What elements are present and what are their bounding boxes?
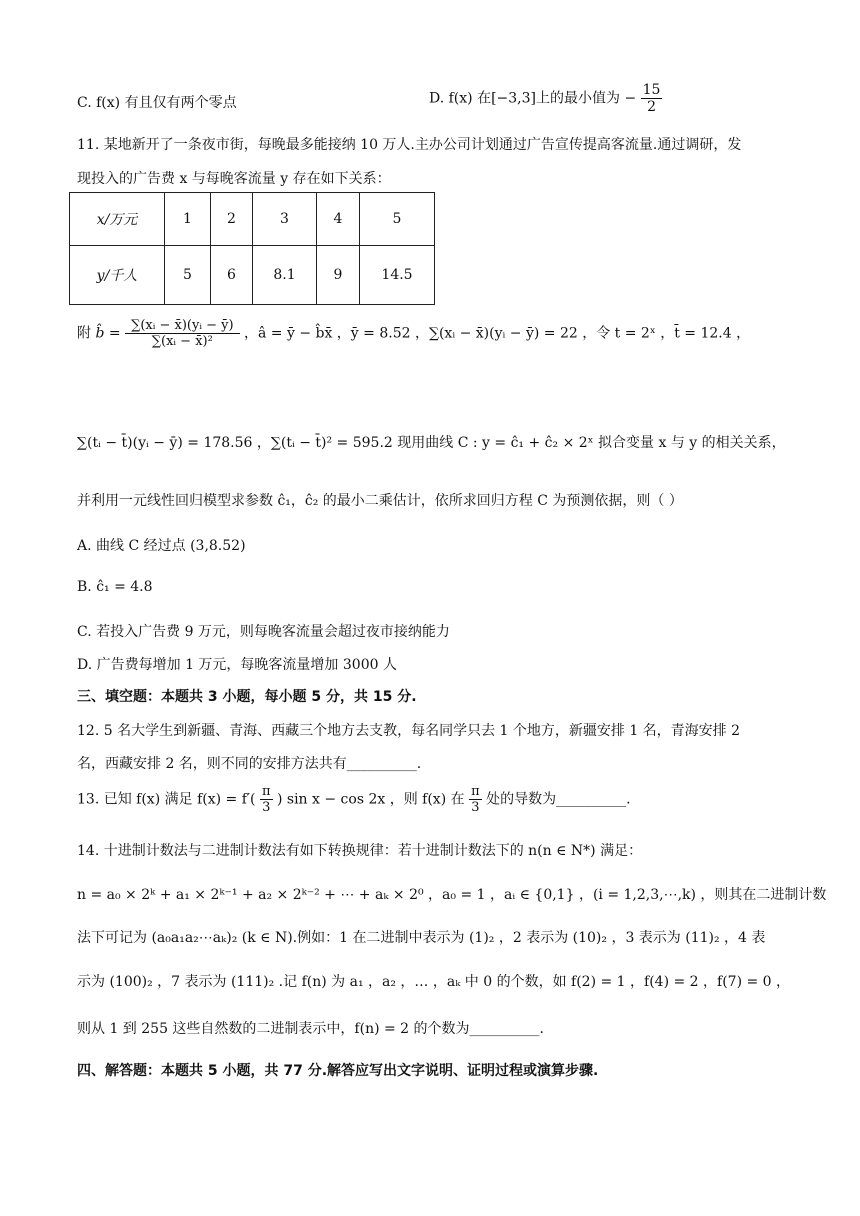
q12-line2: 名，西藏安排 2 名，则不同的安排方法共有__________. — [77, 756, 422, 772]
q14-line1: 14. 十进制计数法与二进制计数法有如下转换规律：若十进制计数法下的 n(n ∈ N*) 满足： — [77, 843, 643, 859]
q14-line4: 示为 (100)₂ ，7 表示为 (111)₂ .记 f(n) 为 a₁ ，a₂ ，… ，aₖ 中 0 的个数，如 f(2) = 1 ，f(4) = 2 ，f(7) = 0 ， — [77, 974, 791, 990]
fraction-denominator: 2 — [647, 99, 657, 115]
q14-line5: 则从 1 到 255 这些自然数的二进制表示中，f(n) = 2 的个数为__________. — [77, 1021, 544, 1037]
q10-option-d-fraction — [641, 82, 663, 115]
table-cell: y/千人 — [70, 246, 165, 305]
q13-part3: 处的导数为__________. — [486, 791, 631, 808]
fraction-numerator: 15 — [642, 82, 661, 98]
q11-option-b: B. ĉ₁ = 4.8 — [77, 579, 153, 595]
q11-formula-line — [77, 318, 750, 349]
q13-part2: ) sin x − cos 2x ，则 f(x) 在 — [276, 791, 465, 808]
table-row — [70, 193, 435, 246]
fraction-denominator: ∑(xᵢ − x̄)² — [151, 334, 213, 349]
q14-line3: 法下可记为 (a₀a₁a₂⋯aₖ)₂ (k ∈ N).例如：1 在二进制中表示为 (1)₂ ，2 表示为 (10)₂ ，3 表示为 (11)₂ ，4 表 — [77, 930, 766, 946]
bhat-symbol: b̂ = — [95, 325, 121, 342]
table-row — [70, 246, 435, 305]
pi-over-3-fraction — [469, 784, 482, 815]
section-heading-solutions: 四、解答题：本题共 5 小题，共 77 分.解答应写出文字说明、证明过程或演算步骤. — [77, 1063, 599, 1079]
formula-prefix: 附 — [77, 325, 91, 342]
table-cell: 2 — [211, 193, 253, 246]
q10-option-c: C. f(x) 有且仅有两个零点 — [77, 95, 237, 111]
q11-stem-line2: 现投入的广告费 x 与每晚客流量 y 存在如下关系： — [77, 171, 391, 187]
table-cell: 14.5 — [360, 246, 435, 305]
q11-option-c: C. 若投入广告费 9 万元，则每晚客流量会超过夜市接纳能力 — [77, 624, 450, 640]
fraction-numerator: π — [471, 784, 480, 799]
table-cell: 1 — [165, 193, 211, 246]
q11-option-d: D. 广告费每增加 1 万元，每晚客流量增加 3000 人 — [77, 657, 397, 673]
pi-over-3-fraction — [260, 784, 273, 815]
table-cell: x/万元 — [70, 193, 165, 246]
q11-option-a: A. 曲线 C 经过点 (3,8.52) — [77, 538, 246, 554]
fraction-numerator: π — [261, 784, 271, 799]
q10-option-d — [429, 82, 662, 115]
q12-line1: 12. 5 名大学生到新疆、青海、西藏三个地方去支教，每名同学只去 1 个地方，新疆安排 1 名，青海安排 2 — [77, 723, 741, 739]
table-cell: 5 — [165, 246, 211, 305]
q11-method-line: 并利用一元线性回归模型求参数 ĉ₁，ĉ₂ 的最小二乘估计，依所求回归方程 C 为预测依据，则（ ） — [77, 493, 683, 509]
table-cell: 6 — [211, 246, 253, 305]
table-cell: 8.1 — [253, 246, 317, 305]
q14-line2: n = a₀ × 2ᵏ + a₁ × 2ᵏ⁻¹ + a₂ × 2ᵏ⁻² + ⋯ + aₖ × 2⁰ ，a₀ = 1 ，aᵢ ∈ {0,1} ，(i = 1,2,3,⋯,k) ，则其在二进制计数 — [77, 887, 827, 903]
table-cell: 9 — [317, 246, 360, 305]
bhat-fraction — [125, 318, 239, 349]
section-heading-fill-in: 三、填空题：本题共 3 小题，每小题 5 分，共 15 分. — [77, 689, 417, 705]
table-cell: 5 — [360, 193, 435, 246]
table-cell: 4 — [317, 193, 360, 246]
q13-line — [77, 784, 631, 815]
q11-sums-line: ∑(tᵢ − t̄)(yᵢ − ȳ) = 178.56 ，∑(tᵢ − t̄)² = 595.2 现用曲线 C : y = ĉ₁ + ĉ₂ × 2ˣ 拟合变量 x 与 y 的相关关系， — [77, 435, 786, 451]
table-cell: 3 — [253, 193, 317, 246]
q10-option-d-text: D. f(x) 在[−3,3]上的最小值为 − — [429, 90, 637, 107]
q13-part1: 13. 已知 f(x) 满足 f(x) = f′( — [77, 791, 256, 808]
q11-stem-line1: 11. 某地新开了一条夜市街，每晚最多能接纳 10 万人.主办公司计划通过广告宣传提高客流量.通过调研，发 — [77, 137, 742, 153]
fraction-denominator: 3 — [471, 800, 480, 815]
fraction-denominator: 3 — [262, 800, 271, 815]
formula-rest: ，â = ȳ − b̂x̄ ，ȳ = 8.52 ，∑(xᵢ − x̄)(yᵢ − ȳ) = 22 ，令 t = 2ˣ ，t̄ = 12.4 ， — [243, 325, 751, 342]
data-table — [69, 192, 435, 305]
fraction-numerator: ∑(xᵢ − x̄)(yᵢ − ȳ) — [125, 318, 239, 334]
